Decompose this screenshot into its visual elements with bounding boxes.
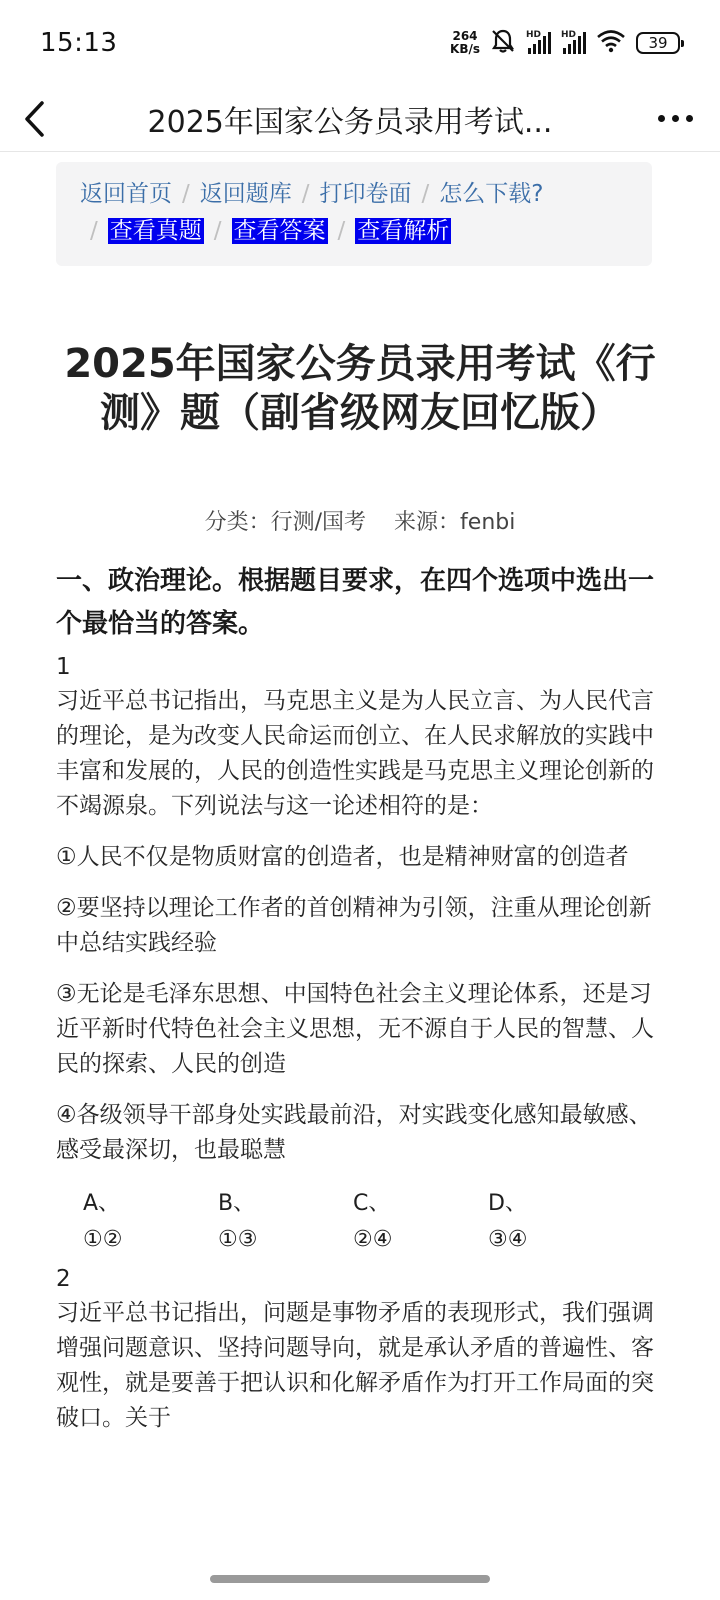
back-button[interactable] — [0, 86, 70, 152]
more-dot-icon — [658, 115, 665, 122]
question-statement: ①人民不仅是物质财富的创造者，也是精神财富的创造者 — [56, 844, 629, 870]
status-bar — [0, 0, 720, 86]
chevron-left-icon — [22, 99, 48, 139]
link-question-bank[interactable]: 返回题库 — [199, 181, 292, 207]
option-c[interactable] — [353, 1186, 488, 1258]
link-how-to-download[interactable]: 怎么下载? — [439, 181, 544, 207]
link-view-answers[interactable]: 查看答案 — [233, 218, 326, 244]
link-home[interactable]: 返回首页 — [80, 181, 172, 207]
cell-signal-1-icon: HD — [526, 32, 551, 54]
more-dot-icon — [686, 115, 693, 122]
network-speed — [450, 30, 480, 56]
question-statement: ②要坚持以理论工作者的首创精神为引领，注重从理论创新中总结实践经验 — [56, 895, 652, 956]
more-options-button[interactable] — [630, 86, 720, 152]
breadcrumb-separator: / — [337, 218, 346, 244]
breadcrumb-separator: / — [213, 218, 222, 244]
source-label: 来源：fenbi — [394, 510, 516, 535]
question-text: 习近平总书记指出，马克思主义是为人民立言、为人民代言的理论，是为改变人民命运而创立、在人民求解放的实践中丰富和发展的，人民的创造性实践是马克思主义理论创新的不竭源泉。下列说法与这一论述相符的是： — [56, 688, 654, 819]
bell-off-icon — [490, 28, 516, 58]
status-time: 15:13 — [40, 28, 118, 58]
question-number: 2 — [56, 1266, 71, 1292]
question-statement: ④各级领导干部身处实践最前沿，对实践变化感知最敏感、感受最深切，也最聪慧 — [56, 1102, 652, 1163]
question-statement: ③无论是毛泽东思想、中国特色社会主义理论体系，还是习近平新时代特色社会主义思想，无不源自于人民的智慧、人民的探索、人民的创造 — [56, 981, 654, 1077]
link-view-analysis[interactable]: 查看解析 — [357, 218, 450, 244]
link-view-questions[interactable]: 查看真题 — [109, 218, 202, 244]
network-speed-value: 264 — [452, 29, 478, 43]
category-label: 分类：行测/国考 — [204, 510, 367, 535]
question-number: 1 — [56, 654, 71, 680]
option-letter: D、 — [488, 1191, 527, 1216]
nav-title: 2025年国家公务员录用考试... — [147, 104, 553, 140]
option-value: ②④ — [353, 1227, 393, 1252]
section-heading: 一、政治理论。根据题目要求，在四个选项中选出一个最恰当的答案。 — [56, 566, 655, 639]
more-dot-icon — [672, 115, 679, 122]
option-value: ①③ — [218, 1227, 258, 1252]
wifi-icon — [596, 29, 626, 57]
question-text: 习近平总书记指出，问题是事物矛盾的表现形式，我们强调增强问题意识、坚持问题导向，就是承认矛盾的普遍性、客观性，就是要善于把认识和化解矛盾作为打开工作局面的突破口。关于 — [56, 1300, 654, 1431]
breadcrumb — [56, 162, 652, 266]
page-title: 2025年国家公务员录用考试《行测》题（副省级网友回忆版） — [64, 341, 656, 436]
breadcrumb-separator: / — [301, 181, 310, 207]
option-d[interactable] — [488, 1186, 623, 1258]
network-speed-unit: KB/s — [450, 42, 480, 56]
navigation-bar — [0, 86, 720, 152]
option-letter: A、 — [83, 1191, 121, 1216]
document-meta — [0, 505, 720, 536]
option-a[interactable] — [83, 1186, 218, 1258]
option-b[interactable] — [218, 1186, 353, 1258]
breadcrumb-separator: / — [182, 181, 190, 207]
option-letter: C、 — [353, 1191, 391, 1216]
status-icons — [450, 28, 680, 58]
question-content — [56, 560, 656, 1436]
option-letter: B、 — [218, 1191, 256, 1216]
option-value: ③④ — [488, 1227, 528, 1252]
link-print[interactable]: 打印卷面 — [319, 181, 412, 207]
option-value: ①② — [83, 1227, 123, 1252]
battery-icon — [636, 32, 680, 54]
battery-level: 39 — [648, 34, 668, 52]
breadcrumb-separator: / — [90, 218, 98, 244]
answer-options — [56, 1186, 656, 1258]
breadcrumb-separator: / — [421, 181, 430, 207]
cell-signal-2-icon: HD — [561, 32, 586, 54]
gesture-handle[interactable] — [210, 1575, 490, 1583]
